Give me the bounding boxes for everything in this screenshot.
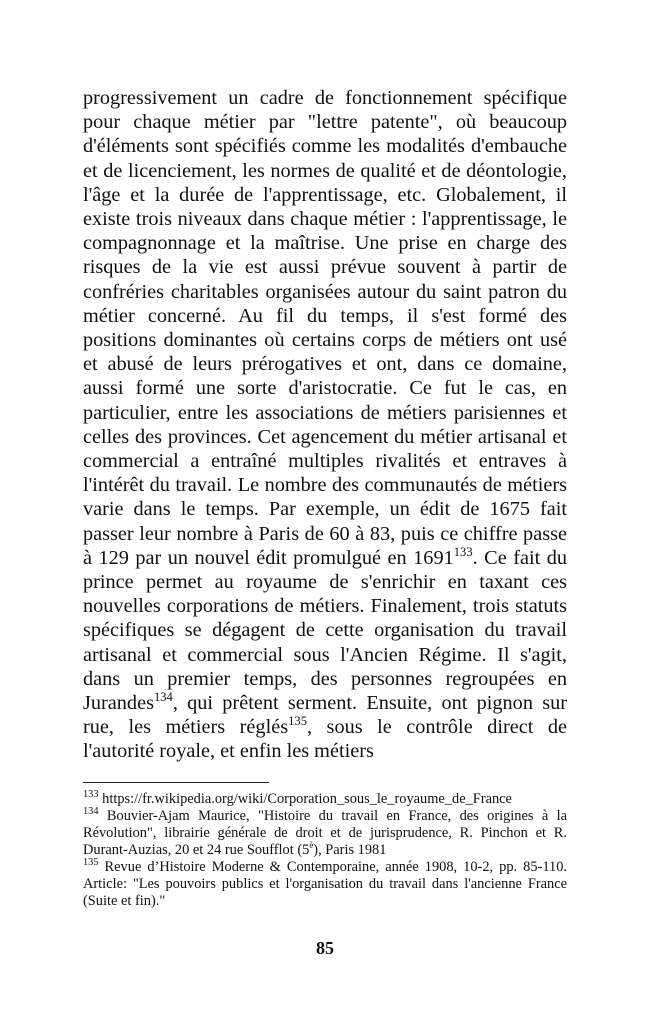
footnote-135 [83,859,567,910]
footnote-reference[interactable]: 135 [288,714,307,729]
footnote-superscript: è [309,840,314,851]
footnote-text: Revue d’Histoire Moderne & Contemporaine, année 1908, 10-2, pp. 85-110. Article: "Les pouvoirs publics et l'organisation du travail dans l'ancienne France (Suite et fin)." [83,859,567,910]
footnote-number: 133 [83,788,99,800]
footnote-134 [83,805,567,859]
footnote-reference[interactable]: 134 [153,690,173,705]
body-text-segment: , sous le contrôle direct de l'autorité royale, et enfin les métiers [83,716,567,763]
footnote-separator [83,782,269,783]
page-content [83,86,567,910]
body-paragraph [83,86,567,764]
footnote-text[interactable]: https://fr.wikipedia.org/wiki/Corporation_sous_le_royaume_de_France [98,790,512,807]
body-text-segment: , qui prêtent serment. Ensuite, ont pignon sur rue, les métiers réglés [83,692,567,739]
footnote-133 [83,788,567,808]
footnote-number: 134 [83,805,99,817]
footnote-number: 135 [83,857,99,869]
body-text-segment: . Ce fait du prince permet au royaume de s'enrichir en taxant ces nouvelles corporations de métiers. Finalement, trois statuts spécifiques se dégagent de cette organisation du travail artisanal et commercial sous l'Ancien Régime. Il s'agit, dans un premier temps, des personnes regroupées en Jurandes [83,546,567,715]
page-number: 85 [316,938,334,958]
footnote-text: ), Paris 1981 [313,841,387,858]
body-text-segment: progressivement un cadre de fonctionnement spécifique pour chaque métier par "lettre patente", où beaucoup d'éléments sont spécifiés comme les modalités d'embauche et de licenciement, les normes de qualité et de déontologie, l'âge et la durée de l'apprentissage, etc. Globalement, il existe trois niveaux dans chaque métier : l'apprentissage, le compagnonnage et la maîtrise. Une prise en charge des risques de la vie est aussi prévue souvent à partir de confréries charitables organisées autour du saint patron du métier concerné. Au fil du temps, il s'est formé des positions dominantes où certains corps de métiers ont usé et abusé de leurs prérogatives et ont, dans ce domaine, aussi formé une sorte d'aristocratie. Ce fut le cas, en particulier, entre les associations de métiers parisiennes et celles des provinces. Cet agencement du métier artisanal et commercial a entraîné multiples rivalités et entraves à l'intérêt du travail. Le nombre des communautés de métiers varie dans le temps. Par exemple, un édit de 1675 fait passer leur nombre à Paris de 60 à 83, puis ce chiffre passe à 129 par un nouvel édit promulgué en 1691 [83,87,567,569]
footnote-reference[interactable]: 133 [453,545,473,560]
footnote-text: Bouvier-Ajam Maurice, "Histoire du travail en France, des origines à la Révolution", librairie générale de droit et de jurisprudence, R. Pinchon et R. Durant-Auzias, 20 et 24 rue Soufflot (5 [83,807,567,858]
